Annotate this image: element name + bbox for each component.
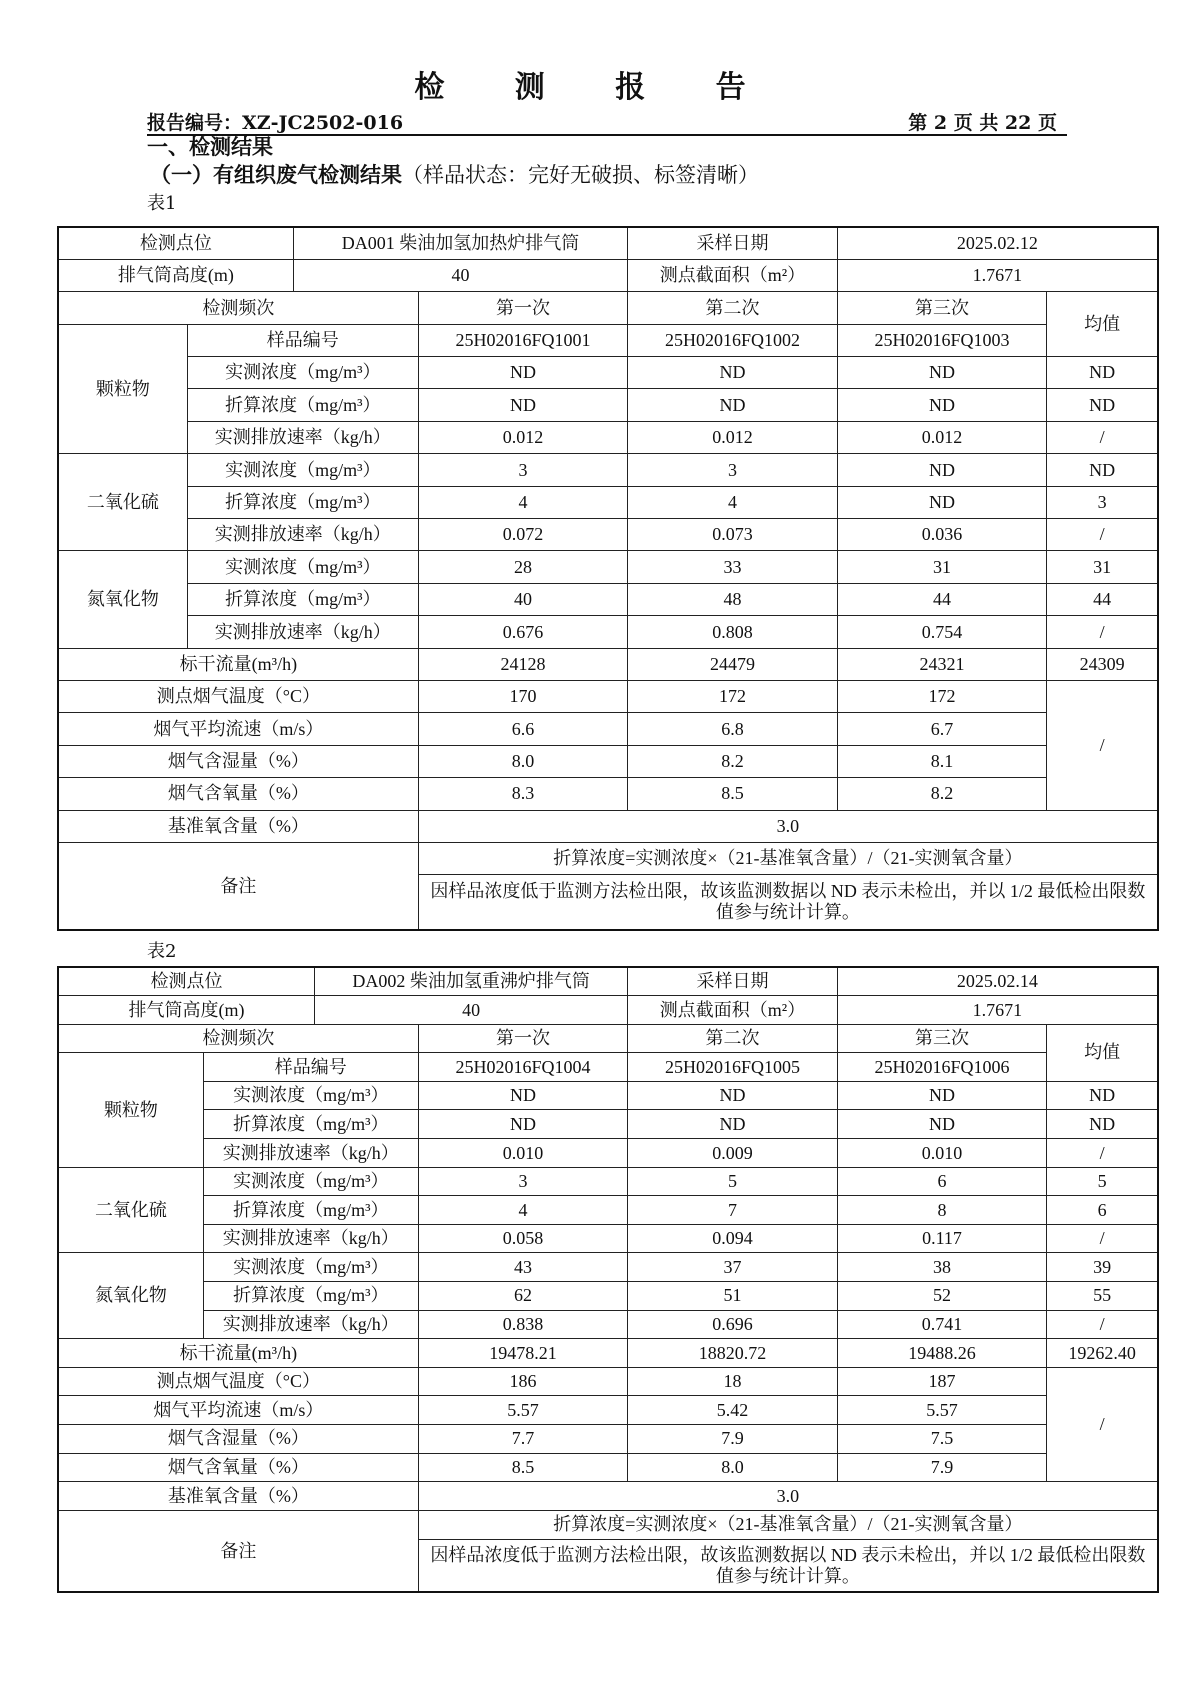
ref-oxygen-value: 3.0 [418, 810, 1158, 842]
freq-label: 检测频次 [58, 292, 418, 324]
sample-no-3: 25H02016FQ1006 [837, 1053, 1047, 1082]
point-label: 检测点位 [58, 967, 315, 996]
converted-label: 折算浓度（mg/m³） [203, 1196, 418, 1225]
height-value: 40 [293, 259, 628, 291]
temp-label: 测点烟气温度（°C） [58, 680, 418, 712]
flow-label: 标干流量(m³/h) [58, 1339, 418, 1368]
table-row [58, 357, 1158, 389]
value-cell: 8.1 [837, 745, 1047, 777]
table-row [58, 996, 1158, 1025]
note-label: 备注 [58, 1510, 418, 1592]
table-row [58, 842, 1158, 874]
value-cell: ND [628, 389, 838, 421]
point-value: DA002 柴油加氢重沸炉排气筒 [315, 967, 628, 996]
sample-no-label: 样品编号 [203, 1053, 418, 1082]
value-cell: 8.2 [837, 778, 1047, 810]
table-row [58, 778, 1158, 810]
value-cell: 0.036 [837, 519, 1047, 551]
value-cell: 4 [628, 486, 838, 518]
avg-cell: / [1047, 616, 1158, 648]
value-cell: 40 [418, 583, 628, 615]
converted-label: 折算浓度（mg/m³） [203, 1282, 418, 1311]
report-header [147, 108, 1067, 136]
value-cell: 3 [628, 454, 838, 486]
avg-cell: / [1047, 680, 1158, 810]
table-row [58, 1253, 1158, 1282]
value-cell: 38 [837, 1253, 1047, 1282]
table-row [58, 1453, 1158, 1482]
rate-label: 实测排放速率（kg/h） [203, 1310, 418, 1339]
value-cell: ND [418, 1110, 628, 1139]
converted-label: 折算浓度（mg/m³） [187, 486, 418, 518]
table-row [58, 1510, 1158, 1539]
value-cell: 62 [418, 1282, 628, 1311]
avg-cell: 44 [1047, 583, 1158, 615]
table-row [58, 1053, 1158, 1082]
value-cell: 18820.72 [628, 1339, 838, 1368]
value-cell: 0.009 [628, 1139, 838, 1168]
height-label: 排气筒高度(m) [58, 996, 315, 1025]
value-cell: 0.073 [628, 519, 838, 551]
sample-state: （样品状态：完好无破损、标签清晰） [402, 163, 759, 187]
table-row [58, 324, 1158, 356]
table-row [58, 292, 1158, 324]
rate-label: 实测排放速率（kg/h） [187, 616, 418, 648]
value-cell: 28 [418, 551, 628, 583]
value-cell: 8.3 [418, 778, 628, 810]
note-text: 因样品浓度低于监测方法检出限，故该监测数据以 ND 表示未检出，并以 1/2 最低检出限数值参与统计计算。 [418, 874, 1158, 930]
table-row [58, 967, 1158, 996]
measured-label: 实测浓度（mg/m³） [203, 1081, 418, 1110]
value-cell: 0.117 [837, 1224, 1047, 1253]
first-header: 第一次 [418, 1024, 628, 1053]
report-number: 报告编号：XZ-JC2502-016 [147, 112, 404, 134]
table-row [58, 454, 1158, 486]
note-formula: 折算浓度=实测浓度×（21-基准氧含量）/（21-实测氧含量） [418, 842, 1158, 874]
value-cell: 5.57 [837, 1396, 1047, 1425]
third-header: 第三次 [837, 1024, 1047, 1053]
value-cell: 4 [418, 486, 628, 518]
value-cell: 0.741 [837, 1310, 1047, 1339]
avg-cell: 24309 [1047, 648, 1158, 680]
table-row [58, 486, 1158, 518]
value-cell: 44 [837, 583, 1047, 615]
rate-label: 实测排放速率（kg/h） [203, 1139, 418, 1168]
subsection-title [150, 159, 759, 189]
table-row [58, 1367, 1158, 1396]
value-cell: 186 [418, 1367, 628, 1396]
value-cell: ND [837, 389, 1047, 421]
avg-header: 均值 [1047, 1024, 1158, 1081]
rate-label: 实测排放速率（kg/h） [187, 421, 418, 453]
value-cell: 24479 [628, 648, 838, 680]
value-cell: 0.010 [418, 1139, 628, 1168]
value-cell: 19488.26 [837, 1339, 1047, 1368]
area-label: 测点截面积（m²） [628, 996, 838, 1025]
moisture-label: 烟气含湿量（%） [58, 745, 418, 777]
table-row [58, 1139, 1158, 1168]
oxygen-label: 烟气含氧量（%） [58, 778, 418, 810]
value-cell: 33 [628, 551, 838, 583]
value-cell: 0.012 [418, 421, 628, 453]
avg-cell: ND [1047, 1081, 1158, 1110]
table-row [58, 1396, 1158, 1425]
rate-label: 实测排放速率（kg/h） [187, 519, 418, 551]
results-table-2 [57, 966, 1159, 1593]
point-label: 检测点位 [58, 227, 293, 259]
value-cell: ND [837, 486, 1047, 518]
value-cell: 8.2 [628, 745, 838, 777]
table-row [58, 389, 1158, 421]
pm-label: 颗粒物 [58, 1053, 203, 1167]
value-cell: 37 [628, 1253, 838, 1282]
value-cell: 7.9 [837, 1453, 1047, 1482]
value-cell: 0.754 [837, 616, 1047, 648]
table-row [58, 713, 1158, 745]
point-value: DA001 柴油加氢加热炉排气筒 [293, 227, 628, 259]
converted-label: 折算浓度（mg/m³） [203, 1110, 418, 1139]
table-row [58, 1482, 1158, 1511]
sample-no-2: 25H02016FQ1005 [628, 1053, 838, 1082]
value-cell: ND [418, 1081, 628, 1110]
value-cell: 19478.21 [418, 1339, 628, 1368]
avg-cell: 39 [1047, 1253, 1158, 1282]
table-row [58, 1081, 1158, 1110]
table-row [58, 1224, 1158, 1253]
date-label: 采样日期 [628, 967, 838, 996]
value-cell: 5 [628, 1167, 838, 1196]
value-cell: ND [628, 1110, 838, 1139]
value-cell: 0.696 [628, 1310, 838, 1339]
report-title: 检 测 报 告 [414, 70, 776, 105]
value-cell: 4 [418, 1196, 628, 1225]
avg-cell: ND [1047, 389, 1158, 421]
note-label: 备注 [58, 842, 418, 930]
table-row [58, 745, 1158, 777]
value-cell: ND [418, 389, 628, 421]
date-value: 2025.02.12 [837, 227, 1158, 259]
results-table-1 [57, 226, 1159, 931]
second-header: 第二次 [628, 292, 838, 324]
avg-cell: 31 [1047, 551, 1158, 583]
table-row [58, 1110, 1158, 1139]
sample-no-1: 25H02016FQ1001 [418, 324, 628, 356]
value-cell: 7.9 [628, 1425, 838, 1454]
freq-label: 检测频次 [58, 1024, 418, 1053]
value-cell: ND [418, 357, 628, 389]
value-cell: 8.0 [628, 1453, 838, 1482]
height-label: 排气筒高度(m) [58, 259, 293, 291]
so2-label: 二氧化硫 [58, 454, 187, 551]
note-formula: 折算浓度=实测浓度×（21-基准氧含量）/（21-实测氧含量） [418, 1510, 1158, 1539]
oxygen-label: 烟气含氧量（%） [58, 1453, 418, 1482]
table-label: 表2 [147, 941, 177, 962]
table-row [58, 227, 1158, 259]
sample-no-label: 样品编号 [187, 324, 418, 356]
value-cell: 172 [837, 680, 1047, 712]
ref-oxygen-label: 基准氧含量（%） [58, 1482, 418, 1511]
value-cell: ND [628, 357, 838, 389]
value-cell: 0.838 [418, 1310, 628, 1339]
value-cell: ND [837, 454, 1047, 486]
value-cell: 6.8 [628, 713, 838, 745]
temp-label: 测点烟气温度（°C） [58, 1367, 418, 1396]
table-row [58, 583, 1158, 615]
so2-label: 二氧化硫 [58, 1167, 203, 1253]
value-cell: 24321 [837, 648, 1047, 680]
table-row [58, 519, 1158, 551]
avg-cell: 5 [1047, 1167, 1158, 1196]
measured-label: 实测浓度（mg/m³） [203, 1167, 418, 1196]
avg-cell: / [1047, 519, 1158, 551]
avg-cell: / [1047, 1224, 1158, 1253]
value-cell: 5.57 [418, 1396, 628, 1425]
page-info: 第 2 页 共 22 页 [908, 112, 1057, 134]
table-row [58, 1310, 1158, 1339]
table-row [58, 421, 1158, 453]
sample-no-1: 25H02016FQ1004 [418, 1053, 628, 1082]
value-cell: 0.094 [628, 1224, 838, 1253]
converted-label: 折算浓度（mg/m³） [187, 389, 418, 421]
value-cell: 5.42 [628, 1396, 838, 1425]
table-row [58, 1339, 1158, 1368]
note-text: 因样品浓度低于监测方法检出限，故该监测数据以 ND 表示未检出，并以 1/2 最低检出限数值参与统计计算。 [418, 1539, 1158, 1592]
measured-label: 实测浓度（mg/m³） [187, 551, 418, 583]
value-cell: 24128 [418, 648, 628, 680]
velocity-label: 烟气平均流速（m/s） [58, 713, 418, 745]
ref-oxygen-value: 3.0 [418, 1482, 1158, 1511]
value-cell: 170 [418, 680, 628, 712]
value-cell: 7 [628, 1196, 838, 1225]
avg-cell: 55 [1047, 1282, 1158, 1311]
table-row [58, 1282, 1158, 1311]
avg-cell: ND [1047, 454, 1158, 486]
value-cell: 0.072 [418, 519, 628, 551]
second-header: 第二次 [628, 1024, 838, 1053]
value-cell: 52 [837, 1282, 1047, 1311]
moisture-label: 烟气含湿量（%） [58, 1425, 418, 1454]
value-cell: 172 [628, 680, 838, 712]
table-row [58, 680, 1158, 712]
value-cell: 6 [837, 1167, 1047, 1196]
value-cell: 31 [837, 551, 1047, 583]
value-cell: 8.5 [418, 1453, 628, 1482]
table-row [58, 648, 1158, 680]
table-row [58, 1425, 1158, 1454]
nox-label: 氮氧化物 [58, 551, 187, 648]
rate-label: 实测排放速率（kg/h） [203, 1224, 418, 1253]
value-cell: 8.0 [418, 745, 628, 777]
table-row [58, 259, 1158, 291]
avg-cell: / [1047, 421, 1158, 453]
table-row [58, 616, 1158, 648]
height-value: 40 [315, 996, 628, 1025]
nox-label: 氮氧化物 [58, 1253, 203, 1339]
table-row [58, 1024, 1158, 1053]
value-cell: 8.5 [628, 778, 838, 810]
avg-cell: ND [1047, 1110, 1158, 1139]
area-value: 1.7671 [837, 996, 1158, 1025]
value-cell: ND [628, 1081, 838, 1110]
value-cell: 0.010 [837, 1139, 1047, 1168]
value-cell: ND [837, 357, 1047, 389]
pm-label: 颗粒物 [58, 324, 187, 454]
sample-no-2: 25H02016FQ1002 [628, 324, 838, 356]
value-cell: 0.058 [418, 1224, 628, 1253]
avg-header: 均值 [1047, 292, 1158, 357]
converted-label: 折算浓度（mg/m³） [187, 583, 418, 615]
subsection-heading: （一）有组织废气检测结果 [150, 162, 402, 187]
area-label: 测点截面积（m²） [628, 259, 838, 291]
value-cell: 6.6 [418, 713, 628, 745]
avg-cell: / [1047, 1139, 1158, 1168]
value-cell: ND [837, 1081, 1047, 1110]
avg-cell: 19262.40 [1047, 1339, 1158, 1368]
section-title: 一、检测结果 [147, 134, 273, 159]
table-label: 表1 [147, 193, 177, 214]
avg-cell: ND [1047, 357, 1158, 389]
area-value: 1.7671 [837, 259, 1158, 291]
table-row [58, 1167, 1158, 1196]
value-cell: 187 [837, 1367, 1047, 1396]
avg-cell: / [1047, 1367, 1158, 1481]
third-header: 第三次 [837, 292, 1047, 324]
value-cell: ND [837, 1110, 1047, 1139]
ref-oxygen-label: 基准氧含量（%） [58, 810, 418, 842]
value-cell: 6.7 [837, 713, 1047, 745]
avg-cell: 3 [1047, 486, 1158, 518]
flow-label: 标干流量(m³/h) [58, 648, 418, 680]
date-value: 2025.02.14 [837, 967, 1158, 996]
first-header: 第一次 [418, 292, 628, 324]
value-cell: 0.808 [628, 616, 838, 648]
value-cell: 0.012 [837, 421, 1047, 453]
table-row [58, 810, 1158, 842]
table-row [58, 551, 1158, 583]
avg-cell: / [1047, 1310, 1158, 1339]
value-cell: 0.012 [628, 421, 838, 453]
value-cell: 7.5 [837, 1425, 1047, 1454]
sample-no-3: 25H02016FQ1003 [837, 324, 1047, 356]
date-label: 采样日期 [628, 227, 838, 259]
value-cell: 8 [837, 1196, 1047, 1225]
value-cell: 48 [628, 583, 838, 615]
avg-cell: 6 [1047, 1196, 1158, 1225]
measured-label: 实测浓度（mg/m³） [187, 357, 418, 389]
measured-label: 实测浓度（mg/m³） [187, 454, 418, 486]
measured-label: 实测浓度（mg/m³） [203, 1253, 418, 1282]
value-cell: 7.7 [418, 1425, 628, 1454]
value-cell: 3 [418, 1167, 628, 1196]
value-cell: 51 [628, 1282, 838, 1311]
value-cell: 0.676 [418, 616, 628, 648]
value-cell: 18 [628, 1367, 838, 1396]
value-cell: 3 [418, 454, 628, 486]
value-cell: 43 [418, 1253, 628, 1282]
table-row [58, 1196, 1158, 1225]
velocity-label: 烟气平均流速（m/s） [58, 1396, 418, 1425]
